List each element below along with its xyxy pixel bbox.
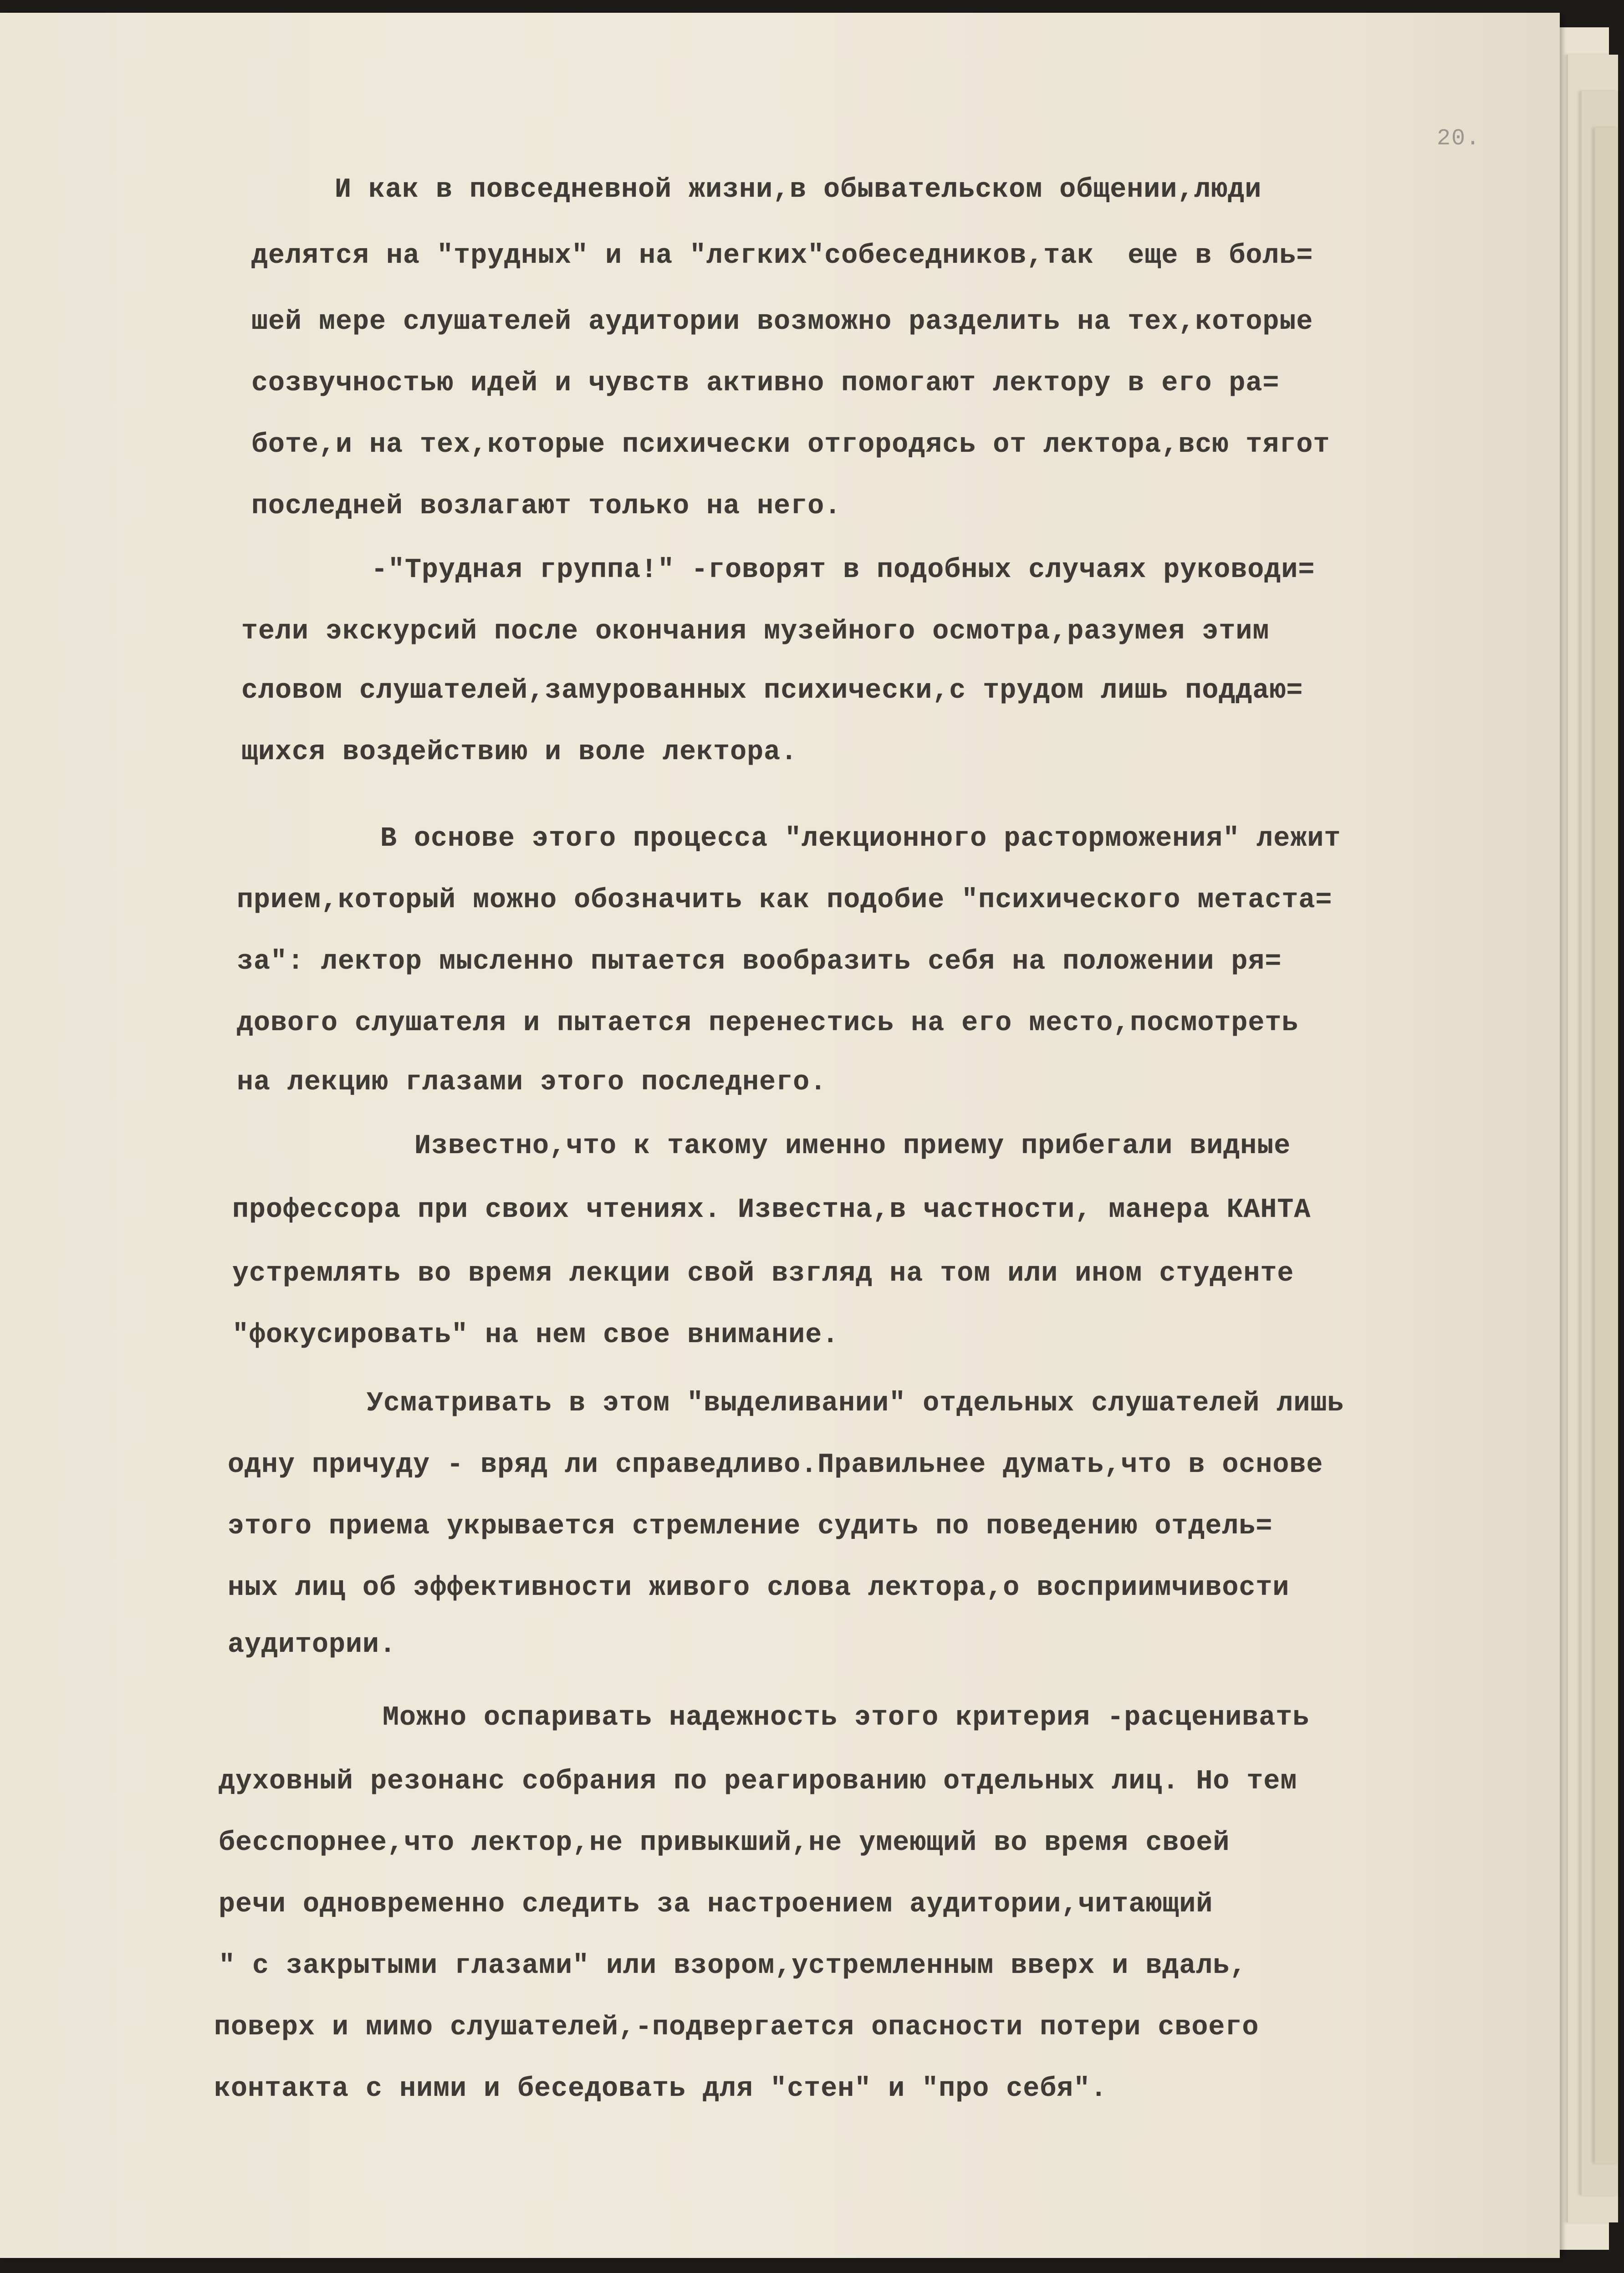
text-line: созвучностью идей и чувств активно помогают лектору в его ра= <box>251 368 1280 399</box>
text-line: профессора при своих чтениях. Известна,в частности, манера КАНТА <box>232 1195 1311 1226</box>
text-line: за": лектор мысленно пытается вообразить себя на положении ря= <box>237 946 1282 977</box>
text-line: Можно оспаривать надежность этого критерия -расценивать <box>383 1702 1310 1733</box>
page-number: 20. <box>1437 126 1481 152</box>
text-line: В основе этого процесса "лекционного расторможения" лежит <box>380 823 1341 854</box>
underlying-sheet <box>1594 128 1618 2163</box>
text-line: дового слушателя и пытается перенестись на его место,посмотреть <box>237 1008 1299 1039</box>
text-line: контакта с ними и беседовать для "стен" и "про себя". <box>214 2074 1108 2104</box>
text-line: этого приема укрывается стремление судить по поведению отдель= <box>228 1511 1273 1542</box>
text-line: прием,который можно обозначить как подобие "психического метаста= <box>237 885 1333 916</box>
text-line: духовный резонанс собрания по реагированию отдельных лиц. Но тем <box>219 1766 1297 1797</box>
typewritten-page <box>0 13 1560 2258</box>
text-line: на лекцию глазами этого последнего. <box>237 1067 827 1098</box>
text-line: аудитории. <box>228 1629 397 1660</box>
text-line: бесспорнее,что лектор,не привыкший,не умеющий во время своей <box>219 1828 1230 1859</box>
text-line: Усматривать в этом "выделивании" отдельных слушателей лишь <box>367 1388 1344 1419</box>
text-line: речи одновременно следить за настроением аудитории,читающий <box>219 1889 1213 1920</box>
text-line: " с закрытыми глазами" или взором,устремленным вверх и вдаль, <box>219 1951 1247 1982</box>
text-line: словом слушателей,замурованных психически,с трудом лишь поддаю= <box>241 675 1303 706</box>
text-line: последней возлагают только на него. <box>251 491 842 522</box>
text-line: шей мере слушателей аудитории возможно разделить на тех,которые <box>251 306 1313 337</box>
text-line: устремлять во время лекции свой взгляд на том или ином студенте <box>232 1258 1294 1289</box>
text-line: "фокусировать" на нем свое внимание. <box>232 1320 839 1351</box>
text-line: делятся на "трудных" и на "легких"собеседников,так еще в боль= <box>251 240 1313 271</box>
text-line: И как в повседневной жизни,в обывательском общении,люди <box>335 174 1262 205</box>
text-line: боте,и на тех,которые психически отгородясь от лектора,всю тягот <box>251 429 1330 460</box>
text-line: щихся воздействию и воле лектора. <box>241 737 798 768</box>
text-line: одну причуду - вряд ли справедливо.Правильнее думать,что в основе <box>228 1450 1323 1481</box>
text-line: ных лиц об эффективности живого слова лектора,о восприимчивости <box>228 1573 1290 1604</box>
text-line: поверх и мимо слушателей,-подвергается опасности потери своего <box>214 2012 1259 2043</box>
text-line: -"Трудная группа!" -говорят в подобных случаях руководи= <box>371 555 1315 586</box>
text-line: Известно,что к такому именно приему прибегали видные <box>414 1131 1291 1162</box>
text-line: тели экскурсий после окончания музейного осмотра,разумея этим <box>241 616 1270 647</box>
